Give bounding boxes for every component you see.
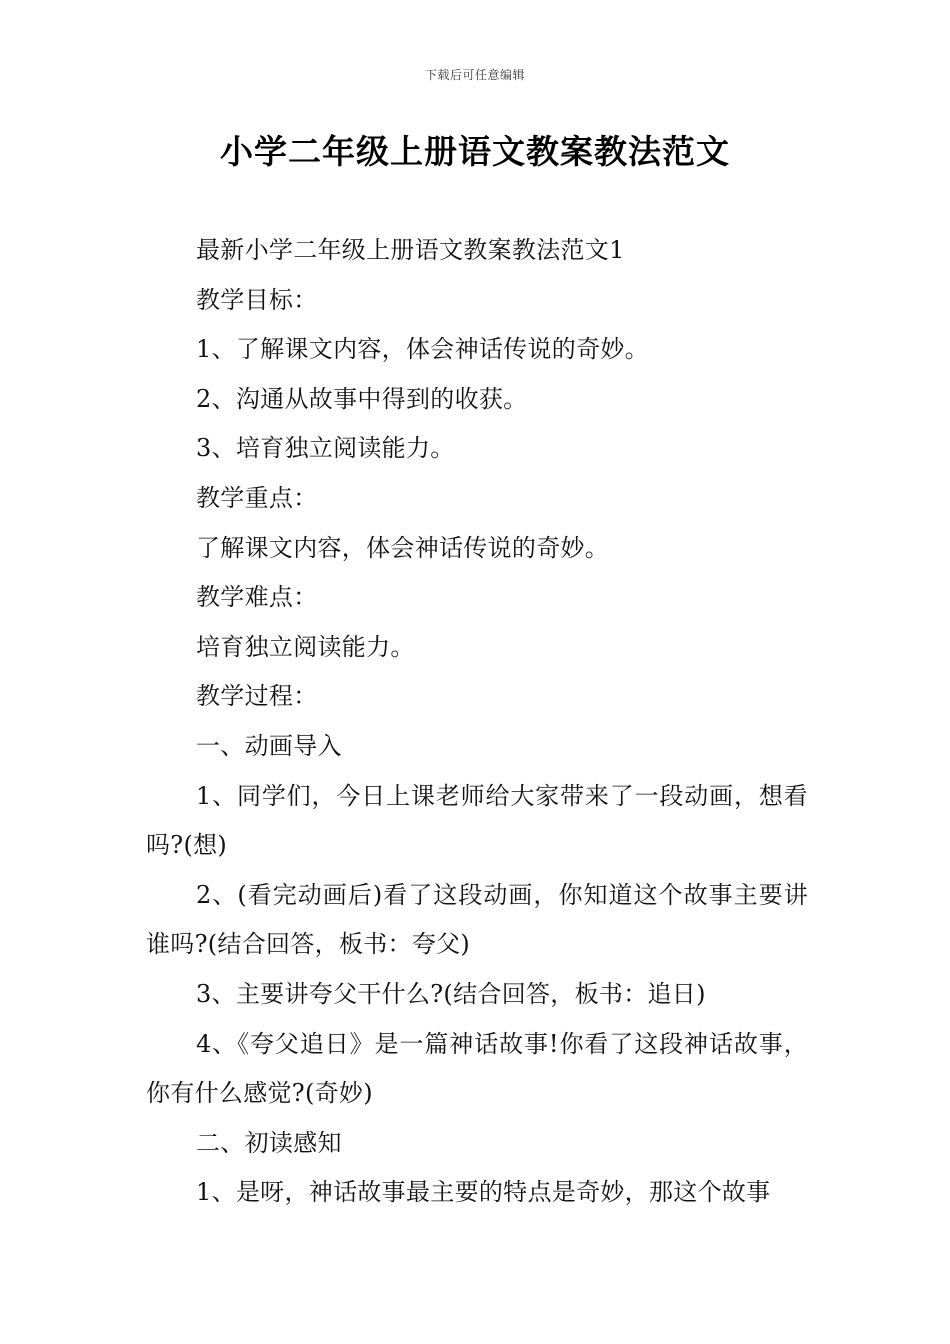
- paragraph-section-2-step-1: 1、是呀，神话故事最主要的特点是奇妙，那这个故事: [196, 1178, 771, 1207]
- paragraph-process-heading: 教学过程：: [196, 682, 318, 711]
- document-title: 小学二年级上册语文教案教法范文: [220, 132, 730, 171]
- paragraph-key-points-heading: 教学重点：: [196, 483, 318, 512]
- paragraph-goals-heading: 教学目标：: [196, 285, 318, 314]
- paragraph-difficulties-heading: 教学难点：: [196, 583, 318, 612]
- paragraph-section-1-heading: 一、动画导入: [196, 731, 342, 760]
- paragraph-goal-3: 3、培育独立阅读能力。: [196, 434, 455, 463]
- paragraph-difficulties: 培育独立阅读能力。: [196, 632, 415, 661]
- paragraph-subtitle: 最新小学二年级上册语文教案教法范文1: [196, 236, 625, 264]
- document-body: [146, 226, 808, 1218]
- paragraph-goal-1: 1、了解课文内容，体会神话传说的奇妙。: [196, 335, 649, 364]
- paragraph-key-points: 了解课文内容，体会神话传说的奇妙。: [196, 533, 610, 562]
- header-note: 下载后可任意编辑: [424, 68, 525, 82]
- paragraph-step-1: 1、同学们，今日上课老师给大家带来了一段动画，想看吗?(想): [146, 781, 808, 860]
- paragraph-step-2: 2、(看完动画后)看了这段动画，你知道这个故事主要讲谁吗?(结合回答，板书：夸父): [146, 880, 808, 959]
- paragraph-goal-2: 2、沟通从故事中得到的收获。: [196, 384, 528, 413]
- paragraph-step-4: 4、《夸父追日》是一篇神话故事!你看了这段神话故事，你有什么感觉?(奇妙): [146, 1029, 808, 1108]
- paragraph-step-3: 3、主要讲夸父干什么?(结合回答，板书：追日): [196, 979, 706, 1008]
- paragraph-section-2-heading: 二、初读感知: [196, 1128, 342, 1157]
